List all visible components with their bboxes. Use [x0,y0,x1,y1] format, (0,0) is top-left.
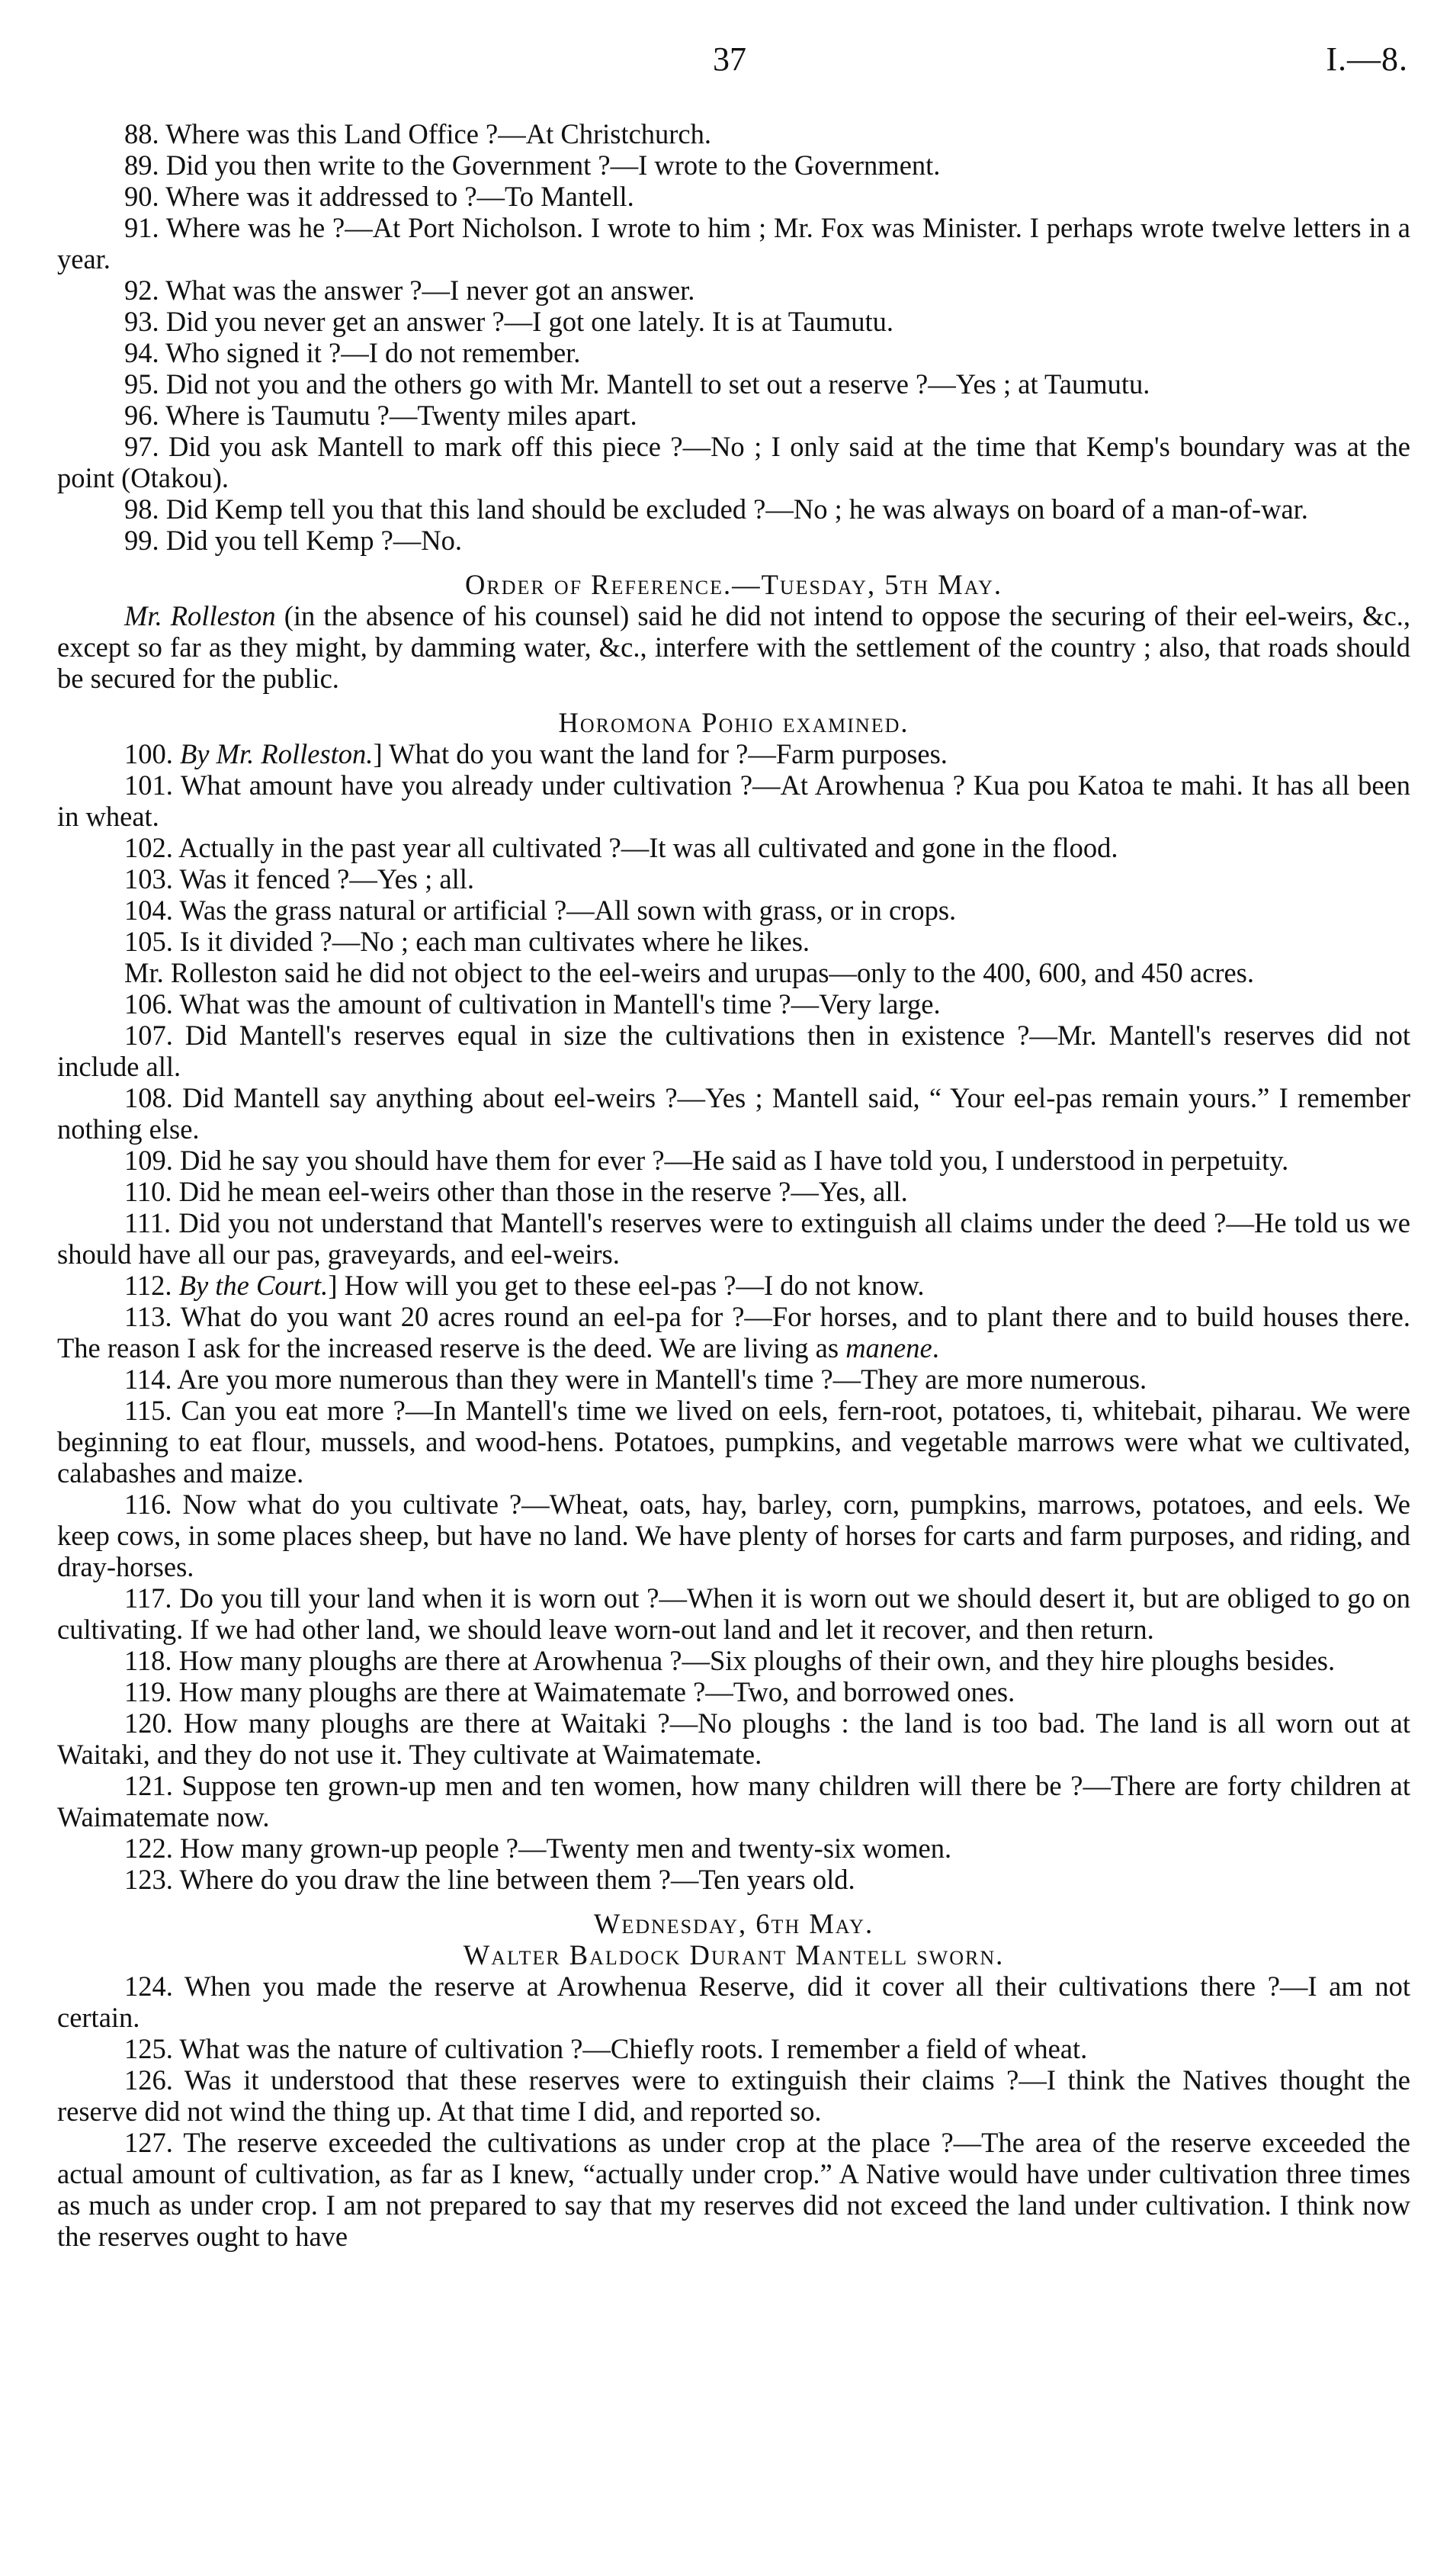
question-paragraph: Mr. Rolleston said he did not object to the eel-weirs and urupas—only to the 400, 600, and 450 acres. [124,957,1255,988]
question-paragraph: 88. Where was this Land Office ?—At Christchurch. [124,118,712,149]
question-paragraph: 98. Did Kemp tell you that this land should be excluded ?—No ; he was always on board of a man-of-war. [124,493,1308,525]
question-paragraph: 95. Did not you and the others go with Mr. Mantell to set out a reserve ?—Yes ; at Taumutu. [124,368,1150,400]
question-100-number: 100. [124,738,180,769]
question-113-term: manene [845,1332,932,1363]
question-paragraph: 108. Did Mantell say anything about eel-weirs ?—Yes ; Mantell said, “ Your eel-pas remain yours.” I remember nothing else. [57,1082,1410,1145]
rolleston-name: Mr. Rolleston [124,600,276,631]
question-paragraph: 90. Where was it addressed to ?—To Mantell. [124,181,634,212]
question-paragraph: 125. What was the nature of cultivation ?—Chiefly roots. I remember a field of wheat. [124,2033,1088,2064]
question-paragraph: 126. Was it understood that these reserves were to extinguish their claims ?—I think the Natives thought the reserve did not wind the thing up. At that time I did, and reported so. [57,2064,1410,2127]
question-paragraph: 107. Did Mantell's reserves equal in size the cultivations then in existence ?—Mr. Mantell's reserves did not include all. [57,1020,1410,1082]
question-113 [57,1301,1410,1363]
question-paragraph: 121. Suppose ten grown-up men and ten women, how many children will there be ?—There are forty children at Waimatemate now. [57,1770,1410,1832]
question-paragraph: 105. Is it divided ?—No ; each man cultivates where he likes. [124,926,810,957]
question-paragraph: 97. Did you ask Mantell to mark off this piece ?—No ; I only said at the time that Kemp's boundary was at the point (Otakou). [57,431,1410,493]
question-113-text: 113. What do you want 20 acres round an eel-pa for ?—For horses, and to plant there and to build houses there. The reason I ask for the increased reserve is the deed. We are living as [57,1301,1410,1363]
question-paragraph: 118. How many ploughs are there at Arowhenua ?—Six ploughs of their own, and they hire ploughs besides. [124,1645,1336,1676]
question-112-number: 112. [124,1270,179,1301]
question-paragraph: 114. Are you more numerous than they were in Mantell's time ?—They are more numerous. [124,1363,1147,1395]
question-paragraph: 124. When you made the reserve at Arowhenua Reserve, did it cover all their cultivations there ?—I am not certain. [57,1971,1410,2033]
section-questions-88-99 [57,118,1410,556]
question-100 [57,738,1410,769]
question-paragraph: 91. Where was he ?—At Port Nicholson. I wrote to him ; Mr. Fox was Minister. I perhaps wrote twelve letters in a year. [57,212,1410,275]
question-paragraph: 103. Was it fenced ?—Yes ; all. [124,863,474,895]
question-paragraph: 127. The reserve exceeded the cultivations as under crop at the place ?—The area of the reserve exceeded the actual amount of cultivation, as far as I knew, “actually under crop.” A Native would have under cultivation three times as much as under crop. I am not prepared to say that my reserves did not exceed the land under cultivation. I think now the reserves ought to have [57,2127,1410,2252]
question-paragraph: 123. Where do you draw the line between them ?—Ten years old. [124,1864,855,1895]
page-number: 37 [713,40,746,78]
question-paragraph: 102. Actually in the past year all cultivated ?—It was all cultivated and gone in the flood. [124,832,1118,863]
question-paragraph: 92. What was the answer ?—I never got an answer. [124,275,695,306]
section-questions-124-127 [57,1971,1410,2252]
question-100-examiner: By Mr. Rolleston. [180,738,374,769]
question-112 [57,1270,1410,1301]
section-questions-101-111 [57,769,1410,1270]
question-paragraph: 96. Where is Taumutu ?—Twenty miles apart. [124,400,637,431]
question-paragraph: 117. Do you till your land when it is worn out ?—When it is worn out we should desert it, but are obliged to go on cultivating. If we had other land, we should leave worn-out land and let it recover, and then return. [57,1582,1410,1645]
question-paragraph: 89. Did you then write to the Government ?—I wrote to the Government. [124,149,941,181]
question-paragraph: 99. Did you tell Kemp ?—No. [124,525,463,556]
heading-mantell-sworn: Walter Baldock Durant Mantell sworn. [463,1939,1005,1971]
question-paragraph: 110. Did he mean eel-weirs other than those in the reserve ?—Yes, all. [124,1176,908,1207]
rolleston-statement-text: (in the absence of his counsel) said he did not intend to oppose the securing of their eel-weirs, &c., except so far as they might, by damming water, &c., interfere with the settlement of the country ; also, that roads should be secured for the public. [57,600,1411,694]
question-paragraph: 94. Who signed it ?—I do not remember. [124,337,581,368]
question-paragraph: 119. How many ploughs are there at Waimatemate ?—Two, and borrowed ones. [124,1676,1015,1707]
question-paragraph: 93. Did you never get an answer ?—I got one lately. It is at Taumutu. [124,306,894,337]
question-112-text: ] How will you get to these eel-pas ?—I do not know. [328,1270,925,1301]
question-paragraph: 109. Did he say you should have them for ever ?—He said as I have told you, I understood in perpetuity. [124,1145,1289,1176]
question-100-text: ] What do you want the land for ?—Farm purposes. [373,738,948,769]
question-paragraph: 115. Can you eat more ?—In Mantell's time we lived on eels, fern-root, potatoes, ti, whitebait, piharau. We were beginning to eat flour, mussels, and wood-hens. Potatoes, pumpkins, and vegetable marrows were what we cultivated, calabashes and maize. [57,1395,1410,1489]
question-113-end: . [932,1332,939,1363]
page-header [0,40,1450,85]
question-paragraph: 106. What was the amount of cultivation in Mantell's time ?—Very large. [124,988,941,1020]
document-body [57,118,1410,2252]
question-paragraph: 104. Was the grass natural or artificial ?—All sown with grass, or in crops. [124,895,957,926]
question-paragraph: 116. Now what do you cultivate ?—Wheat, oats, hay, barley, corn, pumpkins, marrows, potatoes, and eels. We keep cows, in some places sheep, but have no land. We have plenty of horses for carts and farm purposes, and riding, and dray-horses. [57,1489,1410,1582]
question-paragraph: 101. What amount have you already under cultivation ?—At Arowhenua ? Kua pou Katoa te mahi. It has all been in wheat. [57,769,1410,832]
heading-horomona-pohio: Horomona Pohio examined. [558,707,909,738]
rolleston-statement [57,600,1410,694]
heading-wednesday: Wednesday, 6th May. [593,1908,874,1939]
question-paragraph: 111. Did you not understand that Mantell's reserves were to extinguish all claims under the deed ?—He told us we should have all our pas, graveyards, and eel-weirs. [57,1207,1410,1270]
question-112-examiner: By the Court. [178,1270,329,1301]
section-questions-114-123 [57,1363,1410,1895]
heading-order-of-reference: Order of Reference.—Tuesday, 5th May. [465,569,1002,600]
question-paragraph: 122. How many grown-up people ?—Twenty men and twenty-six women. [124,1832,952,1864]
document-reference: I.—8. [1326,40,1408,78]
question-paragraph: 120. How many ploughs are there at Waitaki ?—No ploughs : the land is too bad. The land is all worn out at Waitaki, and they do not use it. They cultivate at Waimatemate. [57,1707,1410,1770]
